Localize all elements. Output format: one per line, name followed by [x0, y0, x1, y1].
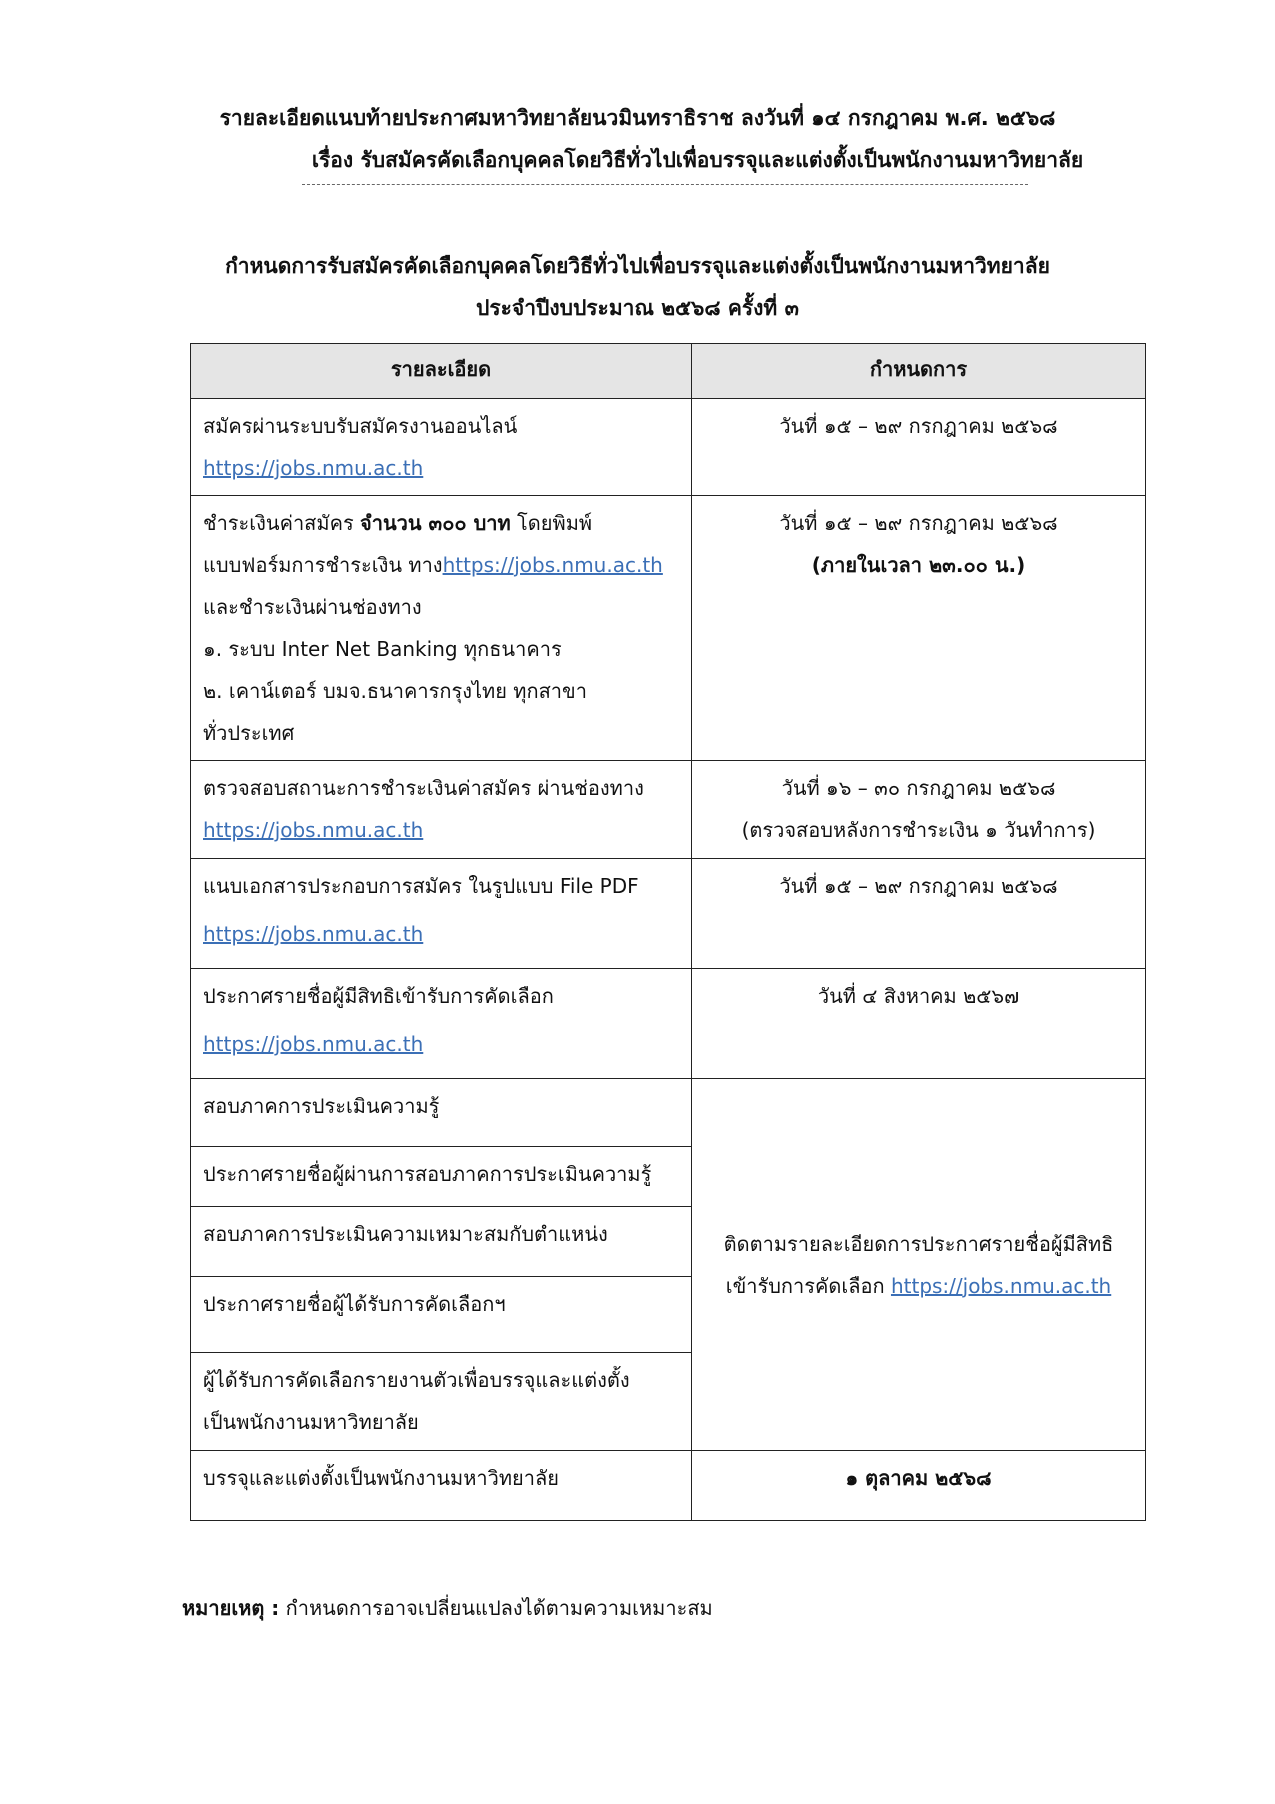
detail-cell: สอบภาคการประเมินความเหมาะสมกับตำแหน่ง: [191, 1207, 692, 1277]
table-row: [191, 969, 1146, 1079]
table-row: [191, 496, 1146, 761]
detail-text: ตรวจสอบสถานะการชำระเงินค่าสมัคร ผ่านช่องทาง: [203, 776, 644, 800]
table-row: [191, 1079, 1146, 1147]
schedule-note: (ภายในเวลา ๒๓.๐๐ น.): [811, 553, 1026, 577]
jobs-link[interactable]: https://jobs.nmu.ac.th: [203, 922, 424, 946]
schedule-date: วันที่ ๑๕ – ๒๙ กรกฎาคม ๒๕๖๘: [779, 511, 1058, 535]
detail-text: สมัครผ่านระบบรับสมัครงานออนไลน์: [203, 414, 518, 438]
announcement-header-line2: เรื่อง รับสมัครคัดเลือกบุคคลโดยวิธีทั่วไปเพื่อบรรจุและแต่งตั้งเป็นพนักงานมหาวิทยาลัย: [311, 148, 1084, 172]
schedule-cell-merged: [692, 1079, 1146, 1451]
column-header-detail: รายละเอียด: [191, 344, 692, 399]
detail-cell: [191, 969, 692, 1079]
table-row: [191, 399, 1146, 496]
detail-cell: [191, 399, 692, 496]
schedule-cell: [692, 761, 1146, 859]
schedule-cell: [692, 496, 1146, 761]
header-separator: [302, 184, 1028, 185]
detail-text: ประกาศรายชื่อผู้มีสิทธิเข้ารับการคัดเลือก: [203, 984, 554, 1008]
detail-cell: สอบภาคการประเมินความรู้: [191, 1079, 692, 1147]
schedule-cell: ๑ ตุลาคม ๒๕๖๘: [692, 1451, 1146, 1521]
schedule-date: วันที่ ๑๖ – ๓๐ กรกฎาคม ๒๕๖๘: [781, 776, 1056, 800]
announcement-header-line1: รายละเอียดแนบท้ายประกาศมหาวิทยาลัยนวมินทราธิราช ลงวันที่ ๑๔ กรกฎาคม พ.ศ. ๒๕๖๘: [219, 106, 1056, 130]
detail-text-part: โดยพิมพ์: [510, 511, 593, 535]
jobs-link[interactable]: https://jobs.nmu.ac.th: [442, 553, 663, 577]
schedule-cell: [692, 969, 1146, 1079]
column-header-schedule: กำหนดการ: [692, 344, 1146, 399]
schedule-cell: [692, 399, 1146, 496]
footnote: [182, 1592, 713, 1624]
schedule-date: วันที่ ๑๕ – ๒๙ กรกฎาคม ๒๕๖๘: [779, 874, 1058, 898]
jobs-link[interactable]: https://jobs.nmu.ac.th: [890, 1273, 1112, 1298]
detail-text: [203, 544, 679, 586]
detail-text: ทั่วประเทศ: [203, 721, 295, 745]
detail-text: ๒. เคาน์เตอร์ บมจ.ธนาคารกรุงไทย ทุกสาขา: [203, 679, 587, 703]
fee-amount: จำนวน ๓๐๐ บาท: [360, 511, 511, 535]
table-row: [191, 1451, 1146, 1521]
detail-text-part: ชำระเงินค่าสมัคร: [203, 511, 361, 535]
detail-text: ๑. ระบบ Inter Net Banking ทุกธนาคาร: [203, 637, 562, 661]
footnote-label: หมายเหตุ :: [182, 1596, 280, 1620]
detail-cell: [191, 1353, 692, 1451]
jobs-link[interactable]: https://jobs.nmu.ac.th: [203, 456, 424, 480]
detail-cell: บรรจุและแต่งตั้งเป็นพนักงานมหาวิทยาลัย: [191, 1451, 692, 1521]
detail-cell: [191, 761, 692, 859]
detail-text: แนบเอกสารประกอบการสมัคร ในรูปแบบ File PDF: [203, 874, 639, 898]
schedule-title-line1: กำหนดการรับสมัครคัดเลือกบุคคลโดยวิธีทั่วไปเพื่อบรรจุและแต่งตั้งเป็นพนักงานมหาวิทยาลัย: [225, 254, 1050, 278]
detail-text: และชำระเงินผ่านช่องทาง: [203, 595, 422, 619]
schedule-note: ติดตามรายละเอียดการประกาศรายชื่อผู้มีสิทธิ: [723, 1231, 1114, 1256]
table-row: [191, 859, 1146, 969]
jobs-link[interactable]: https://jobs.nmu.ac.th: [203, 818, 424, 842]
detail-cell: ประกาศรายชื่อผู้ผ่านการสอบภาคการประเมินความรู้: [191, 1147, 692, 1207]
schedule-table: [190, 343, 1146, 1521]
schedule-date: วันที่ ๑๕ – ๒๙ กรกฎาคม ๒๕๖๘: [779, 414, 1058, 438]
jobs-link[interactable]: https://jobs.nmu.ac.th: [203, 1032, 424, 1056]
schedule-note-part: เข้ารับการคัดเลือก: [725, 1273, 891, 1298]
detail-text: [203, 502, 679, 544]
schedule-title-line2: ประจำปีงบประมาณ ๒๕๖๘ ครั้งที่ ๓: [476, 296, 799, 320]
schedule-date: วันที่ ๔ สิงหาคม ๒๕๖๗: [817, 984, 1020, 1008]
schedule-note: (ตรวจสอบหลังการชำระเงิน ๑ วันทำการ): [741, 818, 1096, 842]
detail-cell: [191, 859, 692, 969]
footnote-text: กำหนดการอาจเปลี่ยนแปลงได้ตามความเหมาะสม: [279, 1596, 713, 1620]
table-header-row: [191, 344, 1146, 399]
detail-cell: [191, 496, 692, 761]
detail-text-part: แบบฟอร์มการชำระเงิน ทาง: [203, 553, 443, 577]
table-row: [191, 761, 1146, 859]
detail-text: เป็นพนักงานมหาวิทยาลัย: [203, 1410, 419, 1434]
schedule-cell: [692, 859, 1146, 969]
detail-cell: ประกาศรายชื่อผู้ได้รับการคัดเลือกฯ: [191, 1277, 692, 1353]
schedule-note: [704, 1265, 1133, 1307]
detail-text: ผู้ได้รับการคัดเลือกรายงานตัวเพื่อบรรจุและแต่งตั้ง: [203, 1368, 630, 1392]
